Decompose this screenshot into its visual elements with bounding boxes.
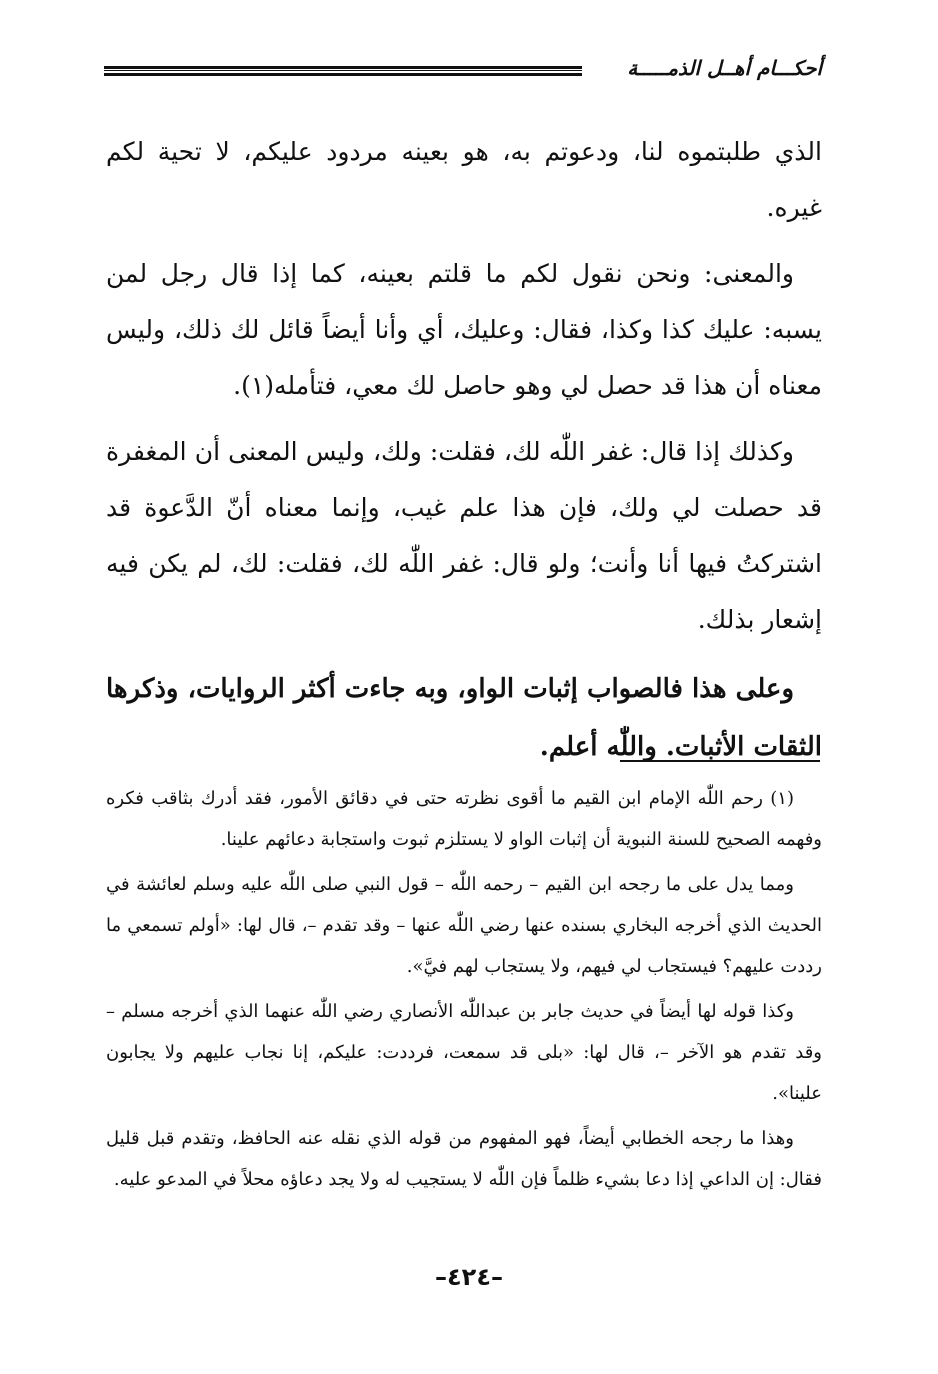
footnote-paragraph-2: ومما يدل على ما رجحه ابن القيم – رحمه اللّٰه – قول النبي صلى اللّٰه عليه وسلم لعائشة في الحديث الذي أخرجه البخاري بسنده عنها رضي اللّٰه عنها – وقد تقدم –، قال لها: «أولم تسمعي ما رددت عليهم؟ فيستجاب لي فيهم، ولا يستجاب لهم فيَّ». xyxy=(106,874,822,977)
running-header xyxy=(104,52,822,92)
header-double-rule xyxy=(104,66,582,76)
main-paragraph-2: والمعنى: ونحن نقول لكم ما قلتم بعينه، كما إذا قال رجل لمن يسبه: عليك كذا وكذا، فقال: وعليك، أي وأنا أيضاً قائل لك ذلك، وليس معناه أن هذا قد حصل لي وهو حاصل لك معي، فتأمله(١). xyxy=(106,259,822,400)
main-paragraph-4-conclusion: وعلى هذا فالصواب إثبات الواو، وبه جاءت أكثر الروايات، وذكرها الثقات الأثبات. واللّٰه أعلم. xyxy=(106,674,822,762)
main-paragraph-3: وكذلك إذا قال: غفر اللّٰه لك، فقلت: ولك، وليس المعنى أن المغفرة قد حصلت لي ولك، فإن هذا علم غيب، وإنما معناه أنّ الدَّعوة قد اشتركتُ فيها أنا وأنت؛ ولو قال: غفر اللّٰه لك، فقلت: لك، لم يكن فيه إشعار بذلك. xyxy=(106,437,822,634)
main-paragraph-1: الذي طلبتموه لنا، ودعوتم به، هو بعينه مردود عليكم، لا تحية لكم غيره. xyxy=(106,137,822,222)
footnote-separator xyxy=(620,760,820,762)
footnote-1: (١) رحم اللّٰه الإمام ابن القيم ما أقوى نظرته حتى في دقائق الأمور، فقد أدرك بثاقب فكره وفهمه الصحيح للسنة النبوية أن إثبات الواو لا يستلزم ثبوت واستجابة دعائهم علينا. xyxy=(106,788,822,850)
header-title: أحكـــام أهــل الذمـــــة xyxy=(627,56,822,80)
footnote-paragraph-4: وهذا ما رجحه الخطابي أيضاً، فهو المفهوم من قوله الذي نقله عنه الحافظ، وتقدم قبل قليل فقال: إن الداعي إذا دعا بشيء ظلماً فإن اللّٰه لا يستجيب له ولا يجد دعاؤه محلاً في المدعو عليه. xyxy=(106,1128,822,1190)
page-number: –٤٢٤– xyxy=(435,1263,503,1291)
footnotes xyxy=(106,778,822,1200)
main-text xyxy=(106,124,822,776)
footnote-paragraph-3: وكذا قوله لها أيضاً في حديث جابر بن عبداللّٰه الأنصاري رضي اللّٰه عنهما الذي أخرجه مسلم – وقد تقدم هو الآخر –، قال لها: «بلى قد سمعت، فرددت: عليكم، إنا نجاب عليهم ولا يجابون علينا». xyxy=(106,1001,822,1104)
